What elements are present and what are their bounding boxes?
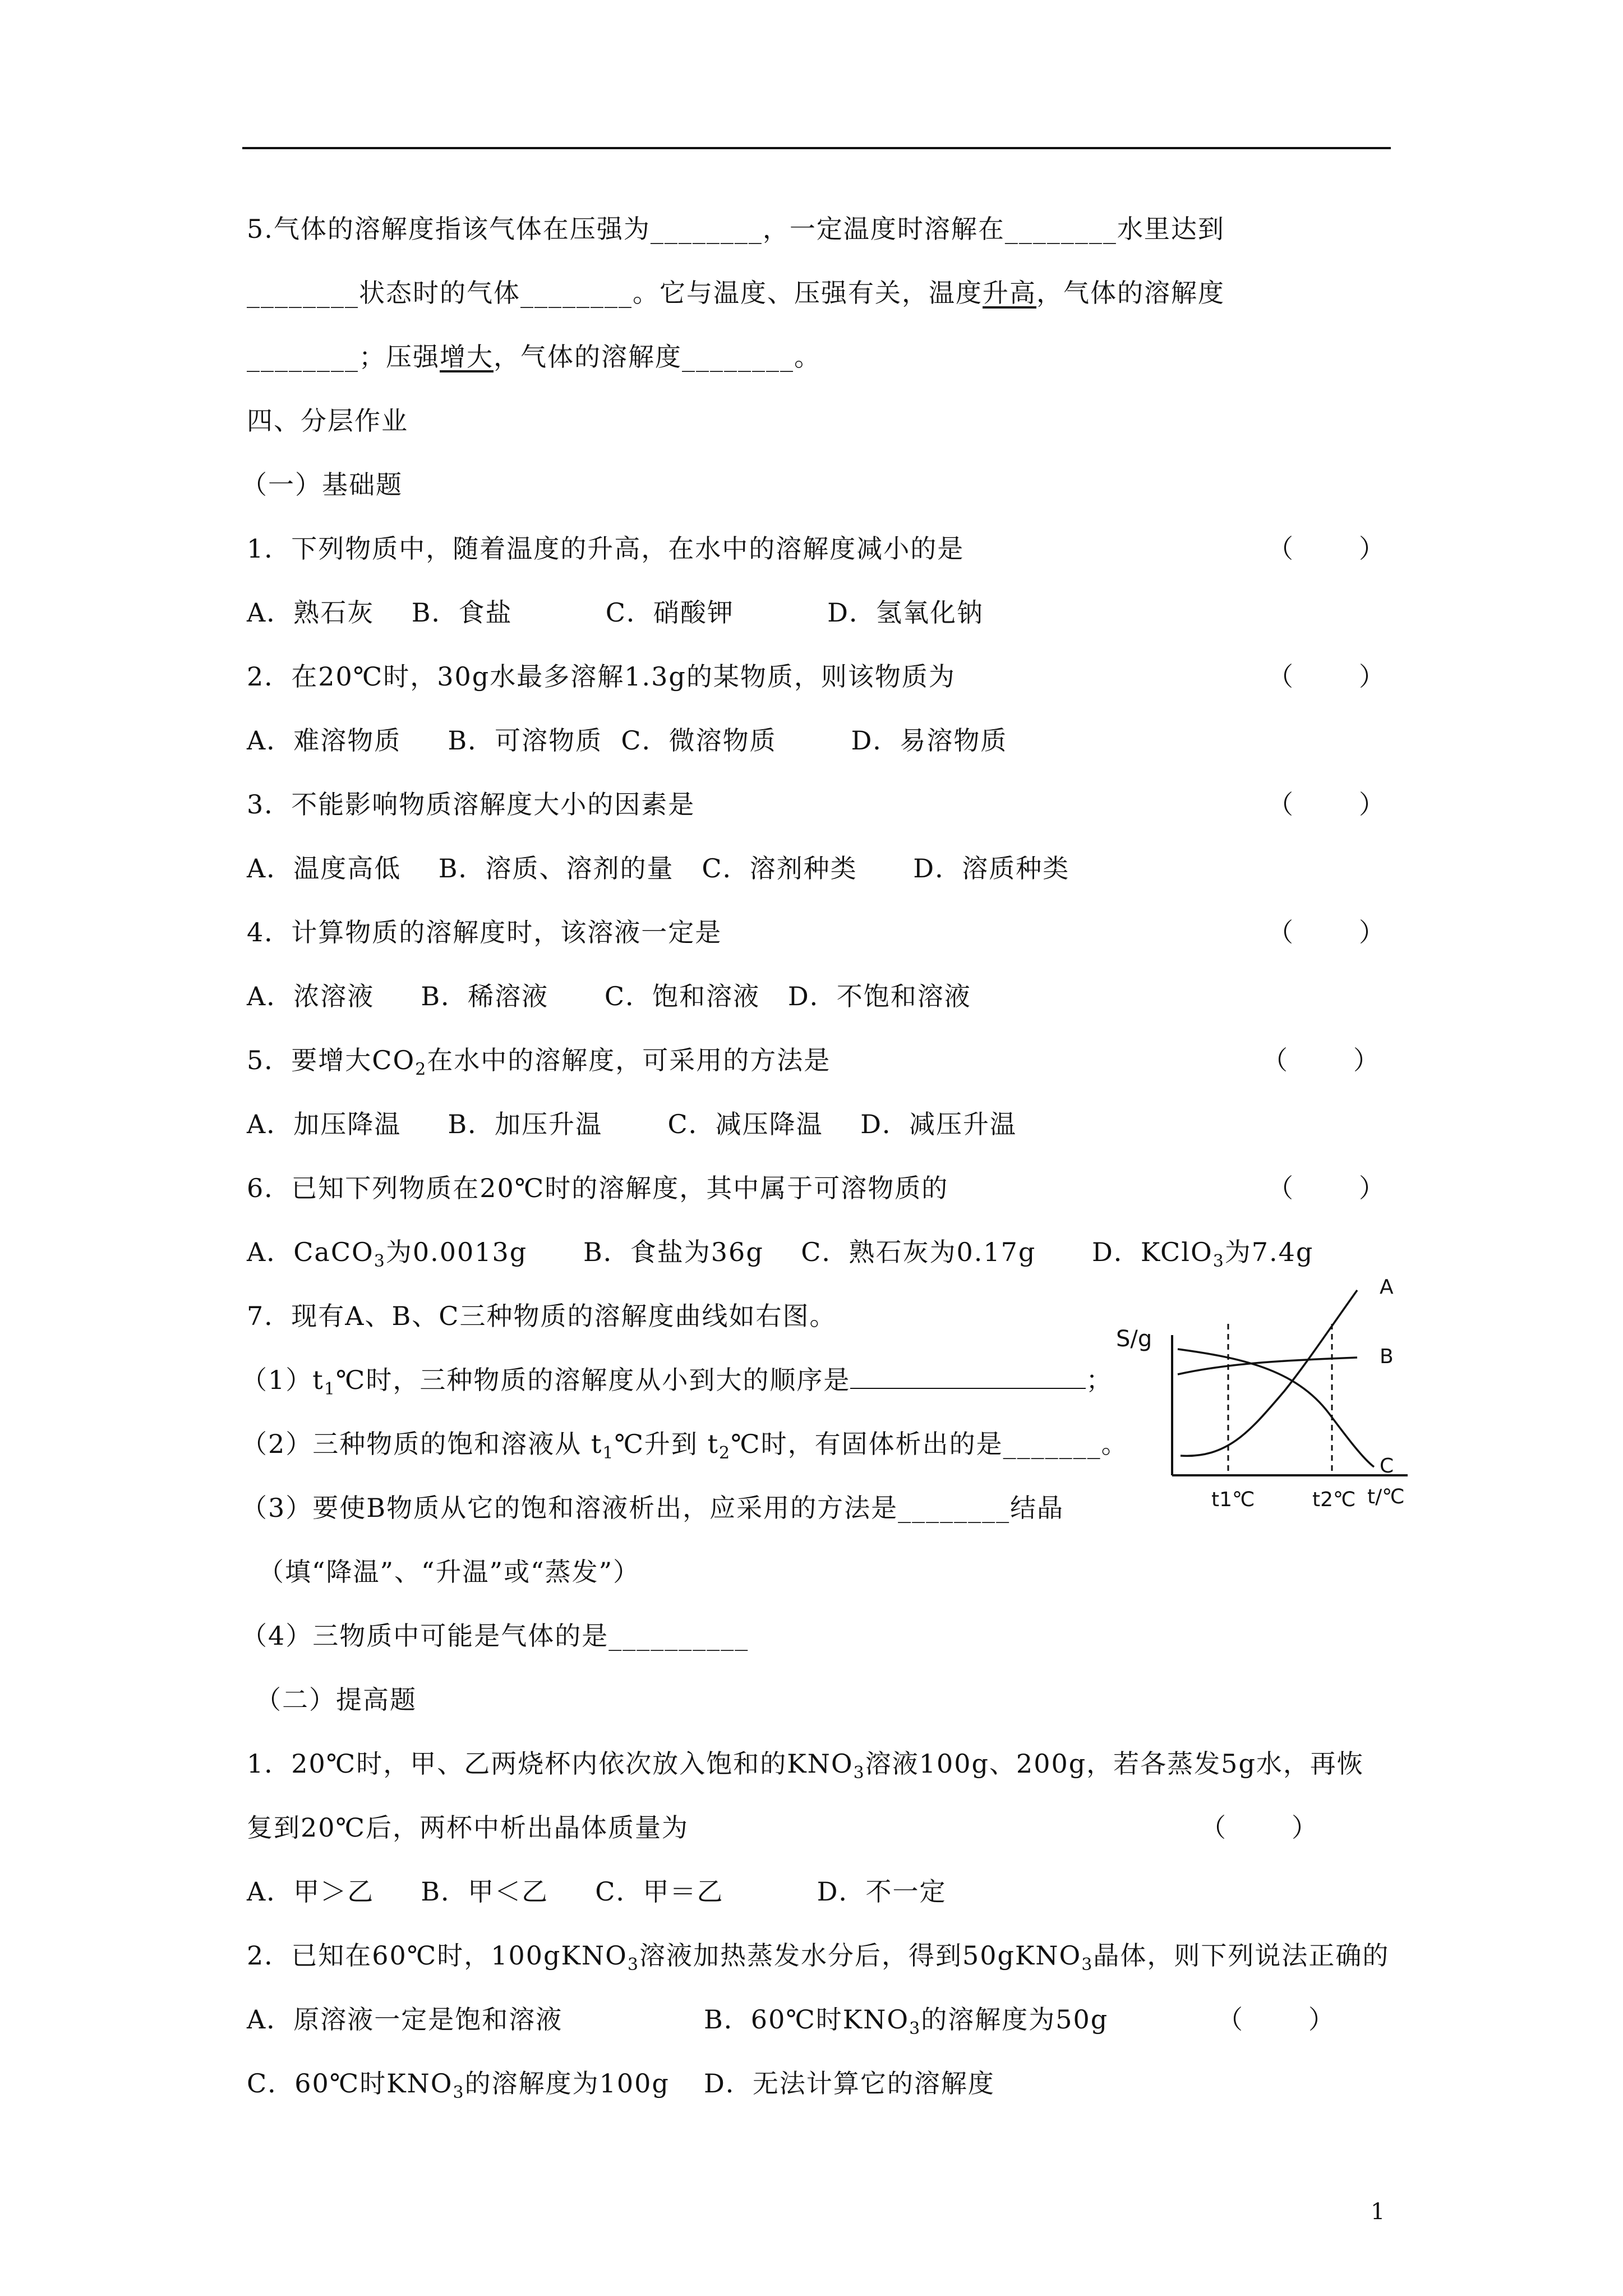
advanced-q2: 2．已知在60℃时，100gKNO$_3$溶液加热蒸发水分后，得到50gKNO$_3$晶体，则下列说法正确的 xyxy=(247,1940,1390,1975)
basic-q5-options: A．加压降温 B．加压升温 C．减压降温 D．减压升温 xyxy=(247,1109,1017,1139)
basic-q7-part4: （4）三物质中可能是气体的是__________ xyxy=(241,1621,749,1651)
basic-q1-answer-paren[interactable]: （ ） xyxy=(1267,533,1385,564)
curve-c xyxy=(1178,1349,1374,1467)
basic-q7: 7．现有A、B、C三种物质的溶解度曲线如右图。 xyxy=(247,1301,837,1331)
x-tick-t1: t1℃ xyxy=(1211,1488,1255,1511)
curve-a-label: A xyxy=(1380,1279,1394,1299)
basic-q3-options: A．温度高低 B．溶质、溶剂的量 C．溶剂种类 D．溶质种类 xyxy=(247,853,1070,884)
basic-q2: 2．在20℃时，30g水最多溶解1.3g的某物质，则该物质为 xyxy=(247,661,956,692)
basic-q6-answer-paren[interactable]: （ ） xyxy=(1267,1173,1385,1203)
basic-q6: 6．已知下列物质在20℃时的溶解度，其中属于可溶物质的 xyxy=(247,1173,949,1203)
curve-c-label: C xyxy=(1380,1455,1394,1478)
advanced-q2-option-c: C．60℃时$KNO_3$的溶解度为100g xyxy=(247,2068,670,2102)
x-tick-t2: t2℃ xyxy=(1312,1488,1356,1511)
basic-q5-answer-paren[interactable]: （ ） xyxy=(1262,1045,1379,1075)
basic-q5: 5．要增大$CO_2$在水中的溶解度，可采用的方法是 xyxy=(247,1045,831,1079)
x-axis-label: t/℃ xyxy=(1367,1485,1405,1508)
basic-q7-part3: （3）要使B物质从它的饱和溶液析出，应采用的方法是________结晶 xyxy=(241,1493,1064,1523)
advanced-q2-option-d: D．无法计算它的溶解度 xyxy=(704,2068,995,2099)
advanced-q1-line1: 1．20℃时，甲、乙两烧杯内依次放入饱和的$KNO_3$溶液100g、200g，若各蒸发5g水，再恢 xyxy=(247,1749,1364,1783)
basic-q4-answer-paren[interactable]: （ ） xyxy=(1267,917,1385,947)
solubility-chart xyxy=(1116,1279,1419,1515)
advanced-q2-option-b: B．60℃时$KNO_3$的溶解度为50g xyxy=(704,2004,1109,2039)
advanced-q1-answer-paren[interactable]: （ ） xyxy=(1200,1812,1317,1843)
curve-b xyxy=(1178,1358,1357,1374)
q5-line2: ________状态时的气体________。它与温度、压强有关，温度升高，气体的溶解度 xyxy=(247,278,1225,308)
basic-heading: （一）基础题 xyxy=(241,470,403,500)
basic-q3: 3．不能影响物质溶解度大小的因素是 xyxy=(247,789,695,820)
basic-q6-options: A．CaCO$_3$为0.0013g B．食盐为36g C．熟石灰为0.17g D．KClO$_3$为7.4g xyxy=(247,1237,1314,1271)
header-rule xyxy=(242,147,1391,149)
advanced-heading: （二）提高题 xyxy=(255,1685,417,1715)
basic-q7-part3-hint: （填“降温”、“升温”或“蒸发”） xyxy=(258,1557,640,1587)
q5-line1: 5.气体的溶解度指该气体在压强为________，一定温度时溶解在________水里达到 xyxy=(247,214,1225,244)
basic-q2-options: A．难溶物质 B．可溶物质 C．微溶物质 D．易溶物质 xyxy=(247,725,1008,756)
basic-q1-options: A．熟石灰 B．食盐 C．硝酸钾 D．氢氧化钠 xyxy=(247,597,984,628)
basic-q7-part1: $(1)t_1℃$时，三种物质的溶解度从小到大的顺序是 ； xyxy=(241,1365,1113,1399)
basic-q7-part2: （2）三种物质的饱和溶液从 $t_1℃$升到 $t_2℃$时，有固体析出的是_______。 xyxy=(241,1429,1128,1463)
curve-a xyxy=(1181,1290,1357,1456)
basic-q2-answer-paren[interactable]: （ ） xyxy=(1267,661,1385,692)
basic-q1: 1．下列物质中，随着温度的升高，在水中的溶解度减小的是 xyxy=(247,533,965,564)
advanced-q2-option-a: A．原溶液一定是饱和溶液 xyxy=(247,2004,563,2035)
basic-q4: 4．计算物质的溶解度时，该溶液一定是 xyxy=(247,917,722,947)
advanced-q1-line2: 复到20℃后，两杯中析出晶体质量为 xyxy=(247,1812,689,1843)
curve-b-label: B xyxy=(1380,1345,1394,1368)
advanced-q1-options: A．甲＞乙 B．甲＜乙 C．甲＝乙 D．不一定 xyxy=(247,1876,947,1907)
page-number: 1 xyxy=(1371,2199,1385,2225)
basic-q3-answer-paren[interactable]: （ ） xyxy=(1267,789,1385,820)
q5-line3: ________；压强增大，气体的溶解度________。 xyxy=(247,342,821,372)
advanced-q2-answer-paren[interactable]: （ ） xyxy=(1217,2004,1334,2035)
section-heading: 四、分层作业 xyxy=(247,406,408,436)
basic-q4-options: A．浓溶液 B．稀溶液 C．饱和溶液 D．不饱和溶液 xyxy=(247,981,971,1011)
y-axis-label: S/g xyxy=(1116,1326,1152,1352)
